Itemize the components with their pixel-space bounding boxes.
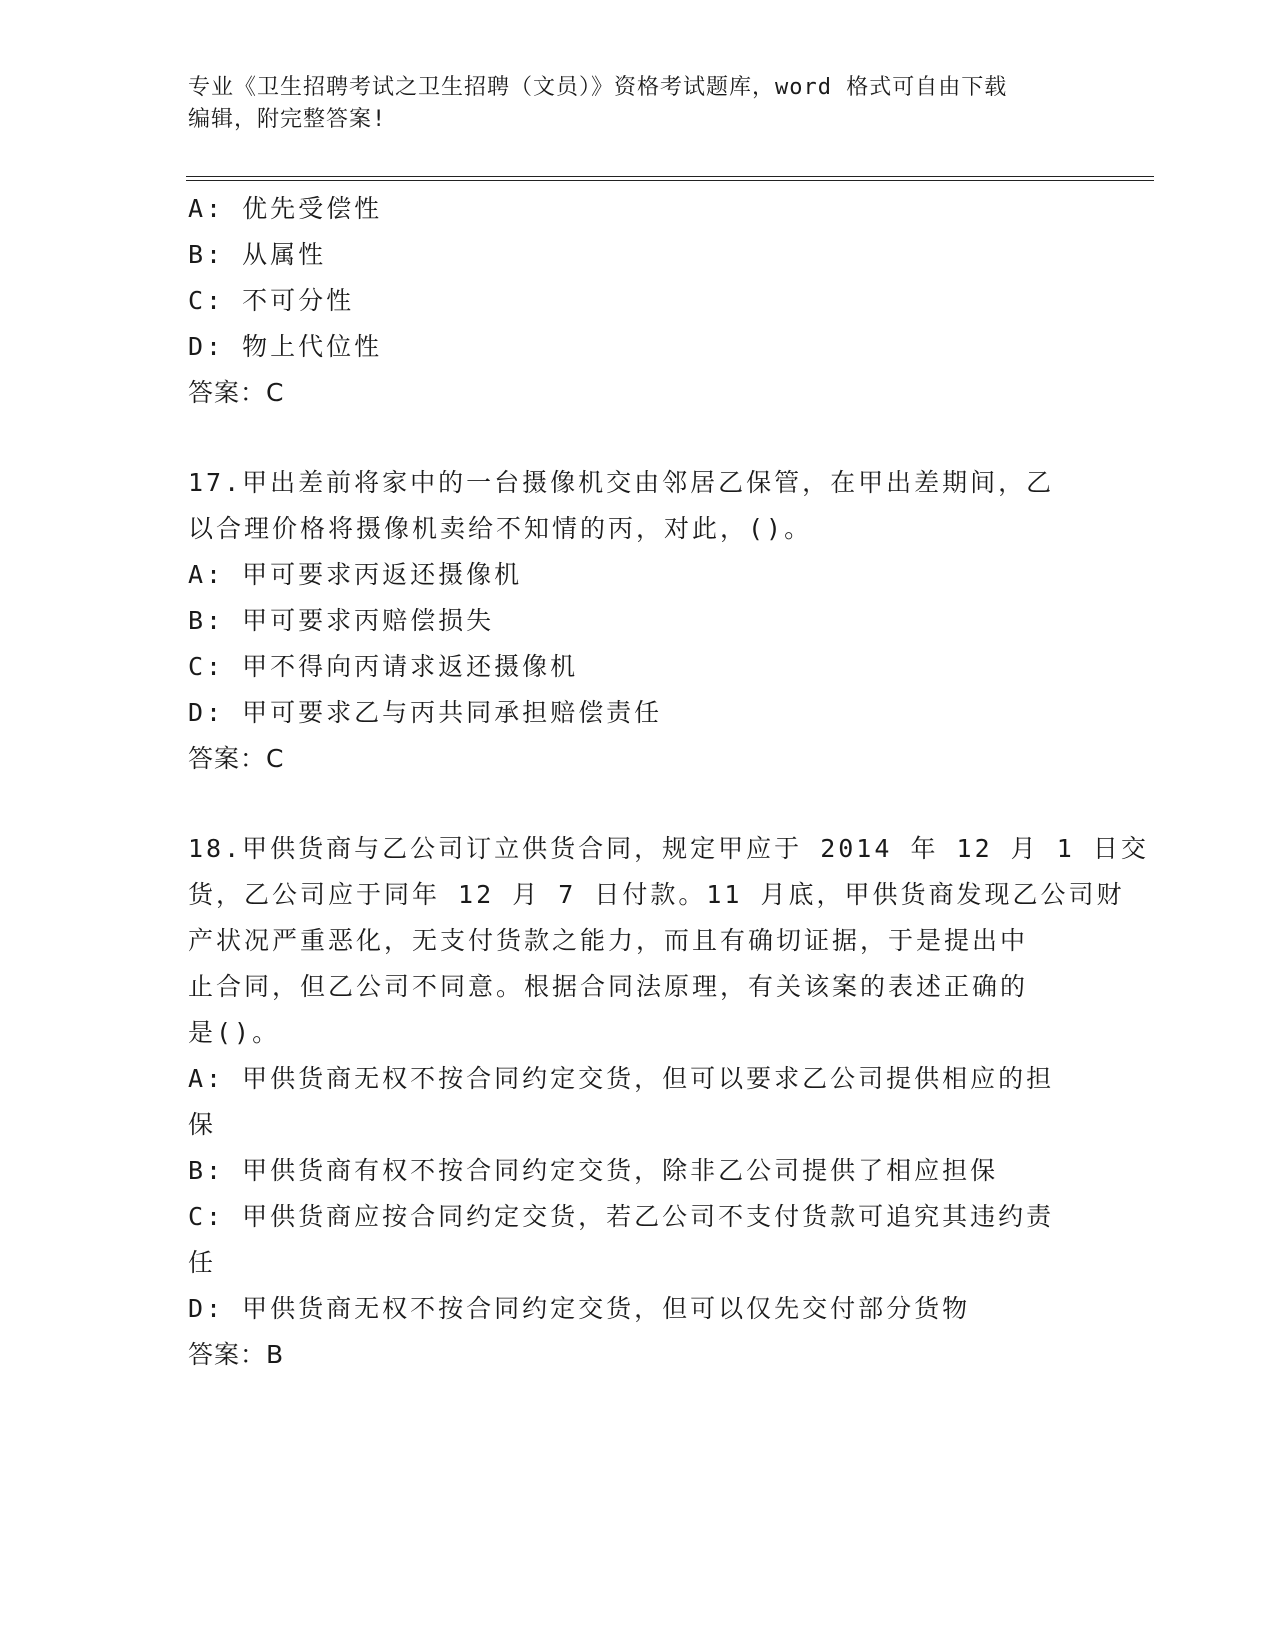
q17-stem-line-1: 17.甲出差前将家中的一台摄像机交由邻居乙保管，在甲出差期间，乙 <box>188 468 1055 497</box>
question-16-block <box>188 186 1088 416</box>
q18-stem-line-5: 是()。 <box>188 1018 281 1047</box>
q18-stem-line-2: 货，乙公司应于同年 12 月 7 日付款。11 月底，甲供货商发现乙公司财 <box>188 880 1125 909</box>
q16-option-c: C: 不可分性 <box>188 286 355 315</box>
spacer <box>188 782 1088 826</box>
spacer <box>188 416 1088 460</box>
q18-stem-line-4: 止合同，但乙公司不同意。根据合同法原理，有关该案的表述正确的 <box>188 972 1029 1001</box>
q17-stem-line-2: 以合理价格将摄像机卖给不知情的丙，对此，()。 <box>188 514 813 543</box>
q18-option-d: D: 甲供货商无权不按合同约定交货，但可以仅先交付部分货物 <box>188 1294 971 1323</box>
q18-option-a-line-2: 保 <box>188 1110 217 1139</box>
q16-option-b: B: 从属性 <box>188 240 327 269</box>
q18-option-a-line-1: A: 甲供货商无权不按合同约定交货，但可以要求乙公司提供相应的担 <box>188 1064 1055 1093</box>
q16-option-d: D: 物上代位性 <box>188 332 383 361</box>
question-content <box>188 186 1149 1378</box>
q18-option-c-line-1: C: 甲供货商应按合同约定交货，若乙公司不支付货款可追究其违约责 <box>188 1202 1055 1231</box>
q18-option-c-line-2: 任 <box>188 1248 217 1277</box>
header-line-1: 专业《卫生招聘考试之卫生招聘（文员）》资格考试题库，word 格式可自由下载 <box>188 75 1008 100</box>
q17-option-d: D: 甲可要求乙与丙共同承担赔偿责任 <box>188 698 663 727</box>
document-header <box>188 72 1088 136</box>
q17-option-a: A: 甲可要求丙返还摄像机 <box>188 560 523 589</box>
q17-option-c: C: 甲不得向丙请求返还摄像机 <box>188 652 579 681</box>
header-line-2: 编辑，附完整答案! <box>188 107 387 132</box>
q18-answer: 答案：B <box>188 1340 285 1369</box>
q17-option-b: B: 甲可要求丙赔偿损失 <box>188 606 495 635</box>
q16-answer: 答案：C <box>188 378 285 407</box>
question-18-block <box>188 826 1149 1378</box>
q18-stem-line-1: 18.甲供货商与乙公司订立供货合同，规定甲应于 2014 年 12 月 1 日交 <box>188 834 1149 863</box>
q16-option-a: A: 优先受偿性 <box>188 194 383 223</box>
q18-stem-line-3: 产状况严重恶化，无支付货款之能力，而且有确切证据，于是提出中 <box>188 926 1029 955</box>
q18-option-b: B: 甲供货商有权不按合同约定交货，除非乙公司提供了相应担保 <box>188 1156 999 1185</box>
header-divider <box>186 176 1154 181</box>
question-17-block <box>188 460 1088 782</box>
q17-answer: 答案：C <box>188 744 285 773</box>
